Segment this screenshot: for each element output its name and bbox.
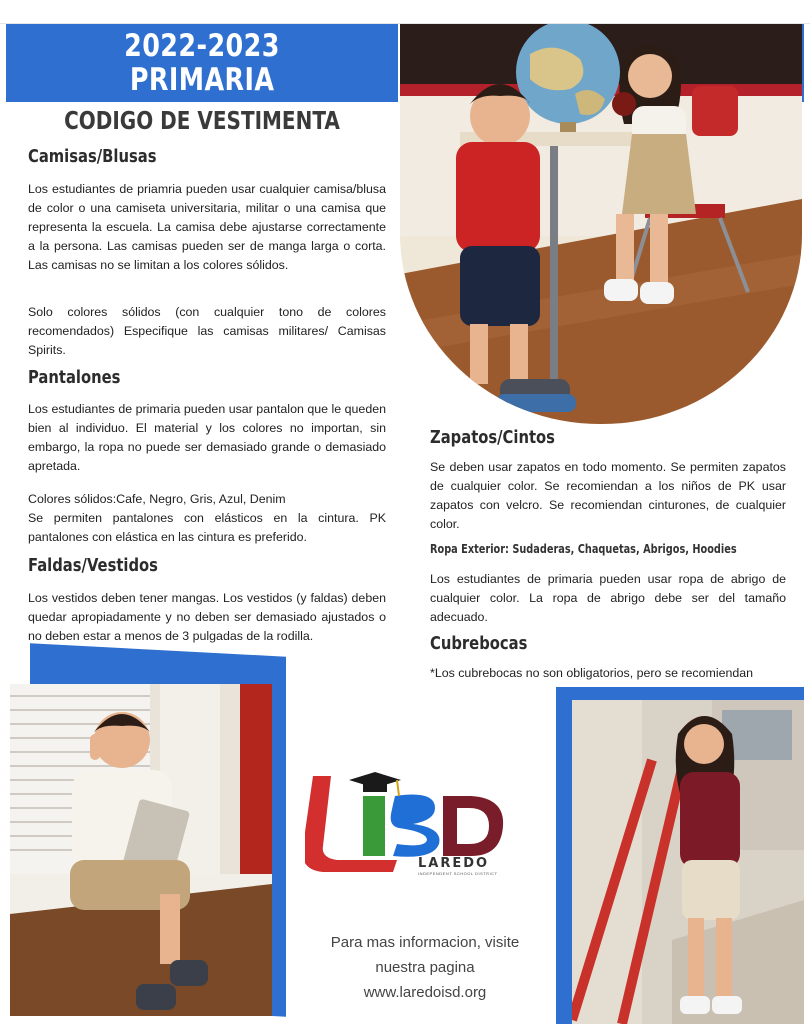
faldas-paragraph-1: Los vestidos deben tener mangas. Los vestidos (y faldas) deben quedar apropiadamente y no deben ser demasiado ajustados o no deben estar a menos de 3 pulgadas de la rodilla. xyxy=(28,591,386,643)
zapatos-paragraph-1: Se deben usar zapatos en todo momento. Se permiten zapatos de cualquier color. Se recomiendan a los niños de PK usar zapatos con velcro. Se recomiendan cinturones, de cualquier color. xyxy=(430,460,786,531)
pantalones-paragraph-1: Los estudiantes de primaria pueden usar pantalon que le queden bien al individuo. El material y los colores no importan, sin embargo, la ropa no puede ser demasiado grande o demasiado apretada. xyxy=(28,402,386,473)
camisas-paragraph-1: Los estudiantes de priamria pueden usar cualquier camisa/blusa de color o una camiseta universitaria, militar o una camisa que representa la escuela. La camisa debe ajustarse correctamente a la persona. Las camisas pueden ser de manga larga o corta. Las camisas no se limitan a los colores sólidos. xyxy=(28,182,386,272)
camisas-paragraph-2: Solo colores sólidos (con cualquier tono de colores recomendados) Especifique las camisas militares/ Camisas Spirits. xyxy=(28,305,386,357)
ropa-exterior-paragraph: Los estudiantes de primaria pueden usar ropa de abrigo de cualquier color. La ropa de abrigo debe ser del tamaño adecuado. xyxy=(430,572,786,624)
heading-ropa-exterior: Ropa Exterior: Sudaderas, Chaquetas, Abrigos, Hoodies xyxy=(430,541,737,556)
photo-girl-stairs xyxy=(572,700,804,1024)
page-subtitle: CODIGO DE VESTIMENTA xyxy=(64,106,340,135)
heading-camisas: Camisas/Blusas xyxy=(28,146,157,167)
title-band xyxy=(6,24,398,102)
website-link[interactable]: www.laredoisd.org xyxy=(363,984,487,1001)
contact-line-1: Para mas informacion, visite xyxy=(330,934,520,951)
contact-info xyxy=(300,930,550,1005)
pantalones-paragraph-2: Se permiten pantalones con elásticos en la cintura. PK pantalones con elástica en las cintura es preferido. xyxy=(28,511,386,544)
school-level: PRIMARIA xyxy=(129,62,275,98)
heading-zapatos: Zapatos/Cintos xyxy=(430,427,555,448)
photo-children-classroom xyxy=(400,24,802,424)
heading-cubrebocas: Cubrebocas xyxy=(430,633,528,654)
contact-line-2: nuestra pagina xyxy=(375,959,475,976)
photo-boy-tablet xyxy=(10,684,272,1016)
heading-faldas: Faldas/Vestidos xyxy=(28,555,158,576)
school-year: 2022-2023 xyxy=(124,28,280,64)
pantalones-colors: Colores sólidos:Cafe, Negro, Gris, Azul, Denim xyxy=(28,492,286,506)
logo-name: LAREDO xyxy=(418,856,490,871)
cubrebocas-paragraph: *Los cubrebocas no son obligatorios, pero se recomiendan xyxy=(430,666,754,680)
top-border xyxy=(0,0,810,24)
heading-pantalones: Pantalones xyxy=(28,367,121,388)
logo-subtitle: INDEPENDENT SCHOOL DISTRICT xyxy=(418,871,498,876)
